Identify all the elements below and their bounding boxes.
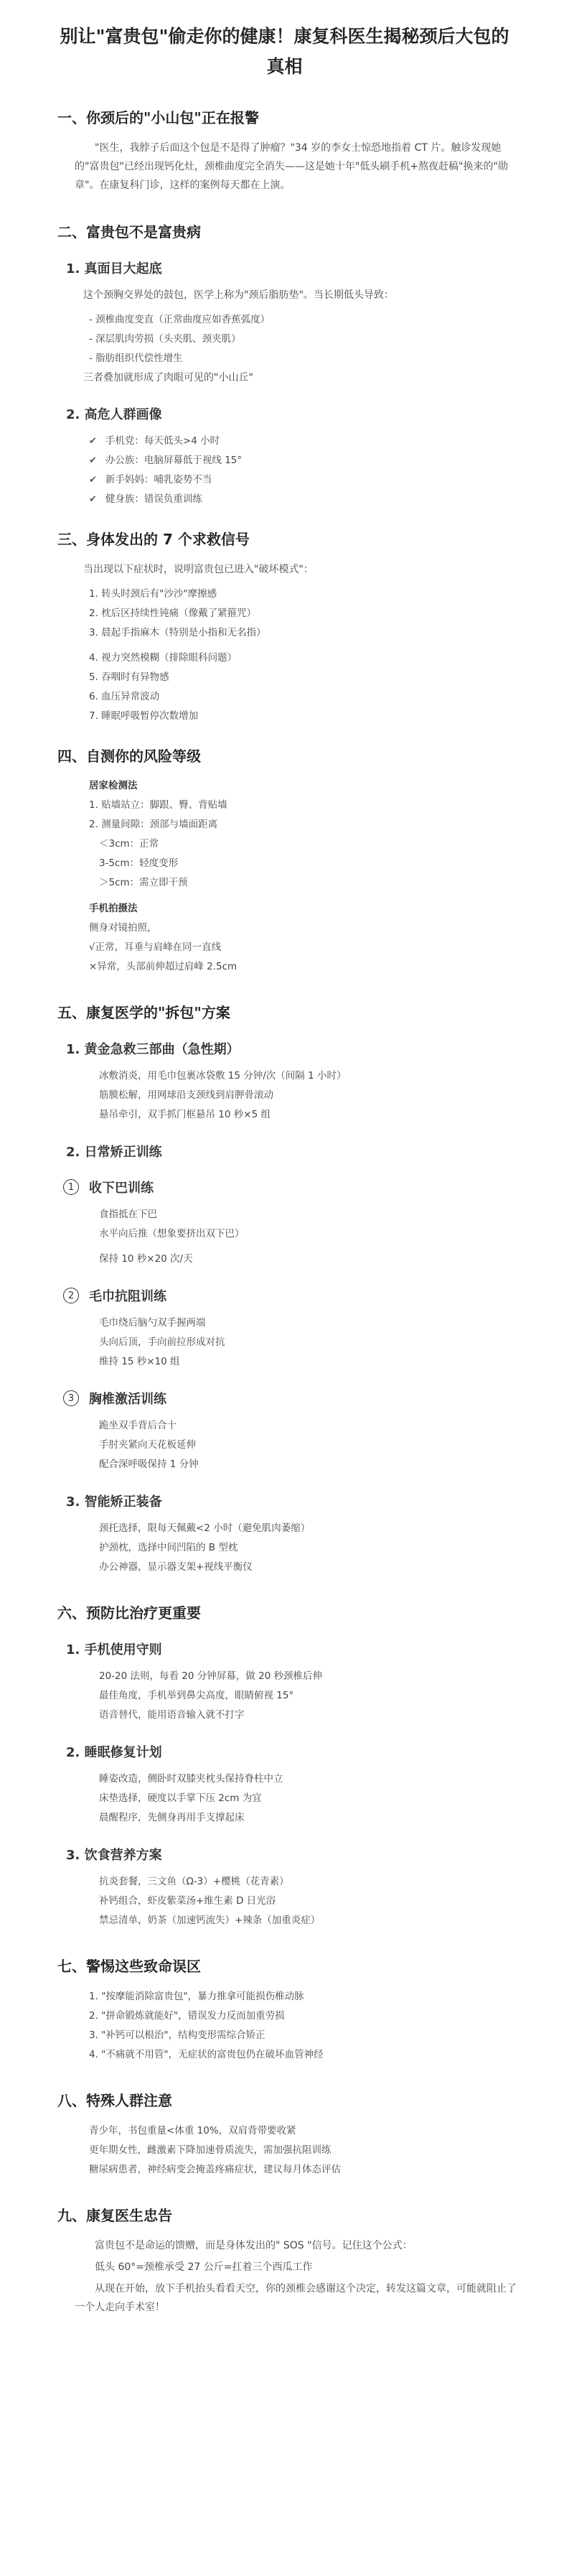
list-item: 青少年，书包重量<体重 10%，双肩背带要收紧: [89, 2125, 296, 2136]
list-item: 糖尿病患者，神经病变会掩盖疼痛症状，建议每月体态评估: [89, 2164, 341, 2175]
list-item: 晨醒程序，先侧身再用手支撑起床: [99, 1812, 245, 1823]
checklist-item: ✔ 健身族：错误负重训练: [89, 490, 537, 509]
list-item: 颈托选择，限每天佩戴<2 小时（避免肌肉萎缩）: [99, 1522, 311, 1534]
section-5-heading: 五、康复医学的"拆包"方案: [57, 1004, 230, 1021]
subsection-5-1-heading: 1. 黄金急救三部曲（急性期）: [66, 1042, 240, 1057]
level-item: ＞5cm：需立即干预: [99, 877, 188, 888]
subsection-6-1-heading: 1. 手机使用守则: [66, 1642, 162, 1657]
list-item: 冰敷消炎，用毛巾包裹冰袋敷 15 分钟/次（间隔 1 小时）: [99, 1070, 347, 1082]
training-1-heading: [63, 1178, 537, 1196]
list-item: 2. 测量间隙：颈部与墙面距离: [89, 819, 218, 830]
list-item: 最佳角度，手机举到鼻尖高度，眼睛俯视 15°: [99, 1690, 294, 1701]
list-item: 床垫选择，硬度以手掌下压 2cm 为宜: [99, 1792, 262, 1804]
training-3-heading: [63, 1389, 537, 1408]
list-item: 食指抵在下巴: [99, 1209, 157, 1220]
training-2-title: 毛巾抗阻训练: [89, 1289, 166, 1304]
list-item: 7. 睡眠呼吸暂停次数增加: [89, 710, 199, 722]
subsection-5-3-heading: 3. 智能矫正装备: [66, 1494, 162, 1510]
training-1-title: 收下巴训练: [89, 1181, 154, 1196]
subsection-2-1-end: 三者叠加就形成了肉眼可见的"小山丘": [83, 372, 253, 383]
section-3-intro: 当出现以下症状时，说明富贵包已进入"破坏模式"：: [83, 564, 314, 575]
list-item: 6. 血压异常波动: [89, 691, 160, 702]
checklist-item: ✔ 新手妈妈：哺乳姿势不当: [89, 470, 537, 490]
list-item: ×异常，头部前伸超过肩峰 2.5cm: [89, 961, 238, 972]
circled-number: 2: [63, 1288, 79, 1303]
list-item: 办公神器，显示器支架+视线平衡仪: [99, 1561, 253, 1573]
subsection-2-2-heading: 2. 高危人群画像: [66, 407, 162, 422]
circled-number: 3: [63, 1390, 79, 1406]
checklist-item: ✔ 办公族：电脑屏幕低于视线 15°: [89, 451, 537, 470]
subsection-5-2-heading: 2. 日常矫正训练: [66, 1145, 162, 1160]
list-item: 补钙组合，虾皮紫菜汤+维生素 D 日光浴: [99, 1895, 276, 1907]
list-item: 4. 视力突然模糊（排除眼科问题）: [89, 652, 238, 664]
list-item: √正常，耳垂与肩峰在同一直线: [89, 941, 222, 953]
conclusion-paragraph-2: 从现在开始，放下手机抬头看看天空，你的颈椎会感谢这个决定，转发这篇文章，可能就阻止了一个人走向手术室！: [75, 2283, 517, 2313]
list-item: 3. 晨起手指麻木（特别是小指和无名指）: [89, 627, 266, 638]
subsection-6-3-heading: 3. 饮食营养方案: [66, 1848, 162, 1863]
list-item: 语音替代，能用语音输入就不打字: [99, 1709, 245, 1721]
list-item: 1. 转头时颈后有"沙沙"摩擦感: [89, 588, 217, 600]
subsection-6-2-heading: 2. 睡眠修复计划: [66, 1745, 162, 1760]
section-1-heading: 一、你颈后的"小山包"正在报警: [57, 109, 259, 126]
list-item: 护颈枕，选择中间凹陷的 B 型枕: [99, 1542, 238, 1553]
list-item: 筋膜松解，用网球沿支颈线到肩胛骨滚动: [99, 1089, 273, 1101]
list-item: 悬吊牵引，双手抓门框悬吊 10 秒×5 组: [99, 1109, 271, 1120]
list-item: 抗炎套餐，三文鱼（Ω-3）+樱桃（花青素）: [99, 1876, 289, 1887]
section-6-heading: 六、预防比治疗更重要: [57, 1604, 201, 1622]
checklist-item: ✔ 手机党：每天低头>4 小时: [89, 432, 537, 451]
level-item: ＜3cm：正常: [99, 838, 159, 850]
list-item: 2. "拼命锻炼就能好"，错误发力反而加重劳损: [89, 2010, 285, 2022]
list-item: 睡姿改造，侧卧时双膝夹枕头保持脊柱中立: [99, 1773, 283, 1785]
photo-test-label: 手机拍摄法: [89, 903, 138, 914]
section-9-heading: 九、康复医生忠告: [57, 2207, 172, 2224]
section-8-heading: 八、特殊人群注意: [57, 2092, 172, 2109]
list-item: 跪坐双手背后合十: [99, 1420, 177, 1431]
article-title: 别让"富贵包"偷走你的健康！康复科医生揭秘颈后大包的真相: [60, 26, 509, 77]
level-item: 3-5cm：轻度变形: [99, 857, 179, 869]
list-item: 3. "补钙可以根治"，结构变形需综合矫正: [89, 2029, 265, 2041]
training-3-title: 胸椎激活训练: [89, 1392, 166, 1407]
conclusion-paragraph-1: 富贵包不是命运的馈赠，而是身体发出的" SOS "信号。记住这个公式：: [95, 2240, 413, 2251]
section-3-heading: 三、身体发出的 7 个求救信号: [57, 531, 250, 548]
conclusion-formula: 低头 60°=颈椎承受 27 公斤=扛着三个西瓜工作: [95, 2261, 313, 2273]
home-test-label: 居家检测法: [89, 780, 138, 791]
list-item: - 深层肌肉劳损（头夹肌、颈夹肌）: [89, 333, 241, 345]
list-item: 2. 枕后区持续性钝痛（像戴了紧箍咒）: [89, 608, 257, 619]
section-7-heading: 七、警惕这些致命误区: [57, 1958, 201, 1975]
list-item: 1. "按摩能消除富贵包"，暴力推拿可能损伤椎动脉: [89, 1991, 304, 2002]
list-item: 更年期女性，雌激素下降加速骨质流失，需加强抗阻训练: [89, 2144, 331, 2156]
list-item: 20-20 法则，每看 20 分钟屏幕，做 20 秒颈椎后伸: [99, 1670, 323, 1682]
list-item: 配合深呼吸保持 1 分钟: [99, 1459, 199, 1470]
subsection-2-1-heading: 1. 真面目大起底: [66, 261, 162, 276]
list-item: 4. "不痛就不用管"，无症状的富贵包仍在破坏血管神经: [89, 2049, 324, 2060]
list-item: 水平向后推（想象要挤出双下巴）: [99, 1228, 245, 1240]
section-2-heading: 二、富贵包不是富贵病: [57, 223, 201, 241]
subsection-2-1-text: 这个颈胸交界处的鼓包，医学上称为"颈后脂肪垫"。当长期低头导致：: [83, 289, 394, 301]
list-item: 维持 15 秒×10 组: [99, 1356, 180, 1367]
list-item: 禁忌清单，奶茶（加速钙流失）+辣条（加重炎症）: [99, 1915, 321, 1926]
list-item: - 颈椎曲度变直（正常曲度应如香蕉弧度）: [89, 314, 271, 325]
list-item: 5. 吞咽时有异物感: [89, 671, 169, 683]
intro-paragraph: "医生，我脖子后面这个包是不是得了肿瘤？"34 岁的李女士惊恐地指着 CT 片。触诊发现她的"富贵包"已经出现钙化灶，颈椎曲度完全消失——这是她十年"低头刷手机+熬夜赶稿"换来的"勋章"。在康复科门诊，这样的案例每天都在上演。: [75, 142, 508, 191]
circled-number: 1: [63, 1179, 79, 1195]
list-item: 1. 贴墙站立：脚跟、臀、背贴墙: [89, 799, 227, 811]
list-item: 手肘夹紧向天花板延伸: [99, 1439, 196, 1451]
list-item: 侧身对镜拍照，: [89, 922, 157, 934]
list-item: 毛巾绕后脑勺双手握两端: [99, 1317, 206, 1329]
list-item: - 脂肪组织代偿性增生: [89, 353, 183, 364]
list-item: 保持 10 秒×20 次/天: [99, 1253, 193, 1265]
list-item: 头向后顶，手向前拉形成对抗: [99, 1336, 225, 1348]
training-2-heading: [63, 1286, 537, 1305]
section-4-heading: 四、自测你的风险等级: [57, 748, 201, 765]
